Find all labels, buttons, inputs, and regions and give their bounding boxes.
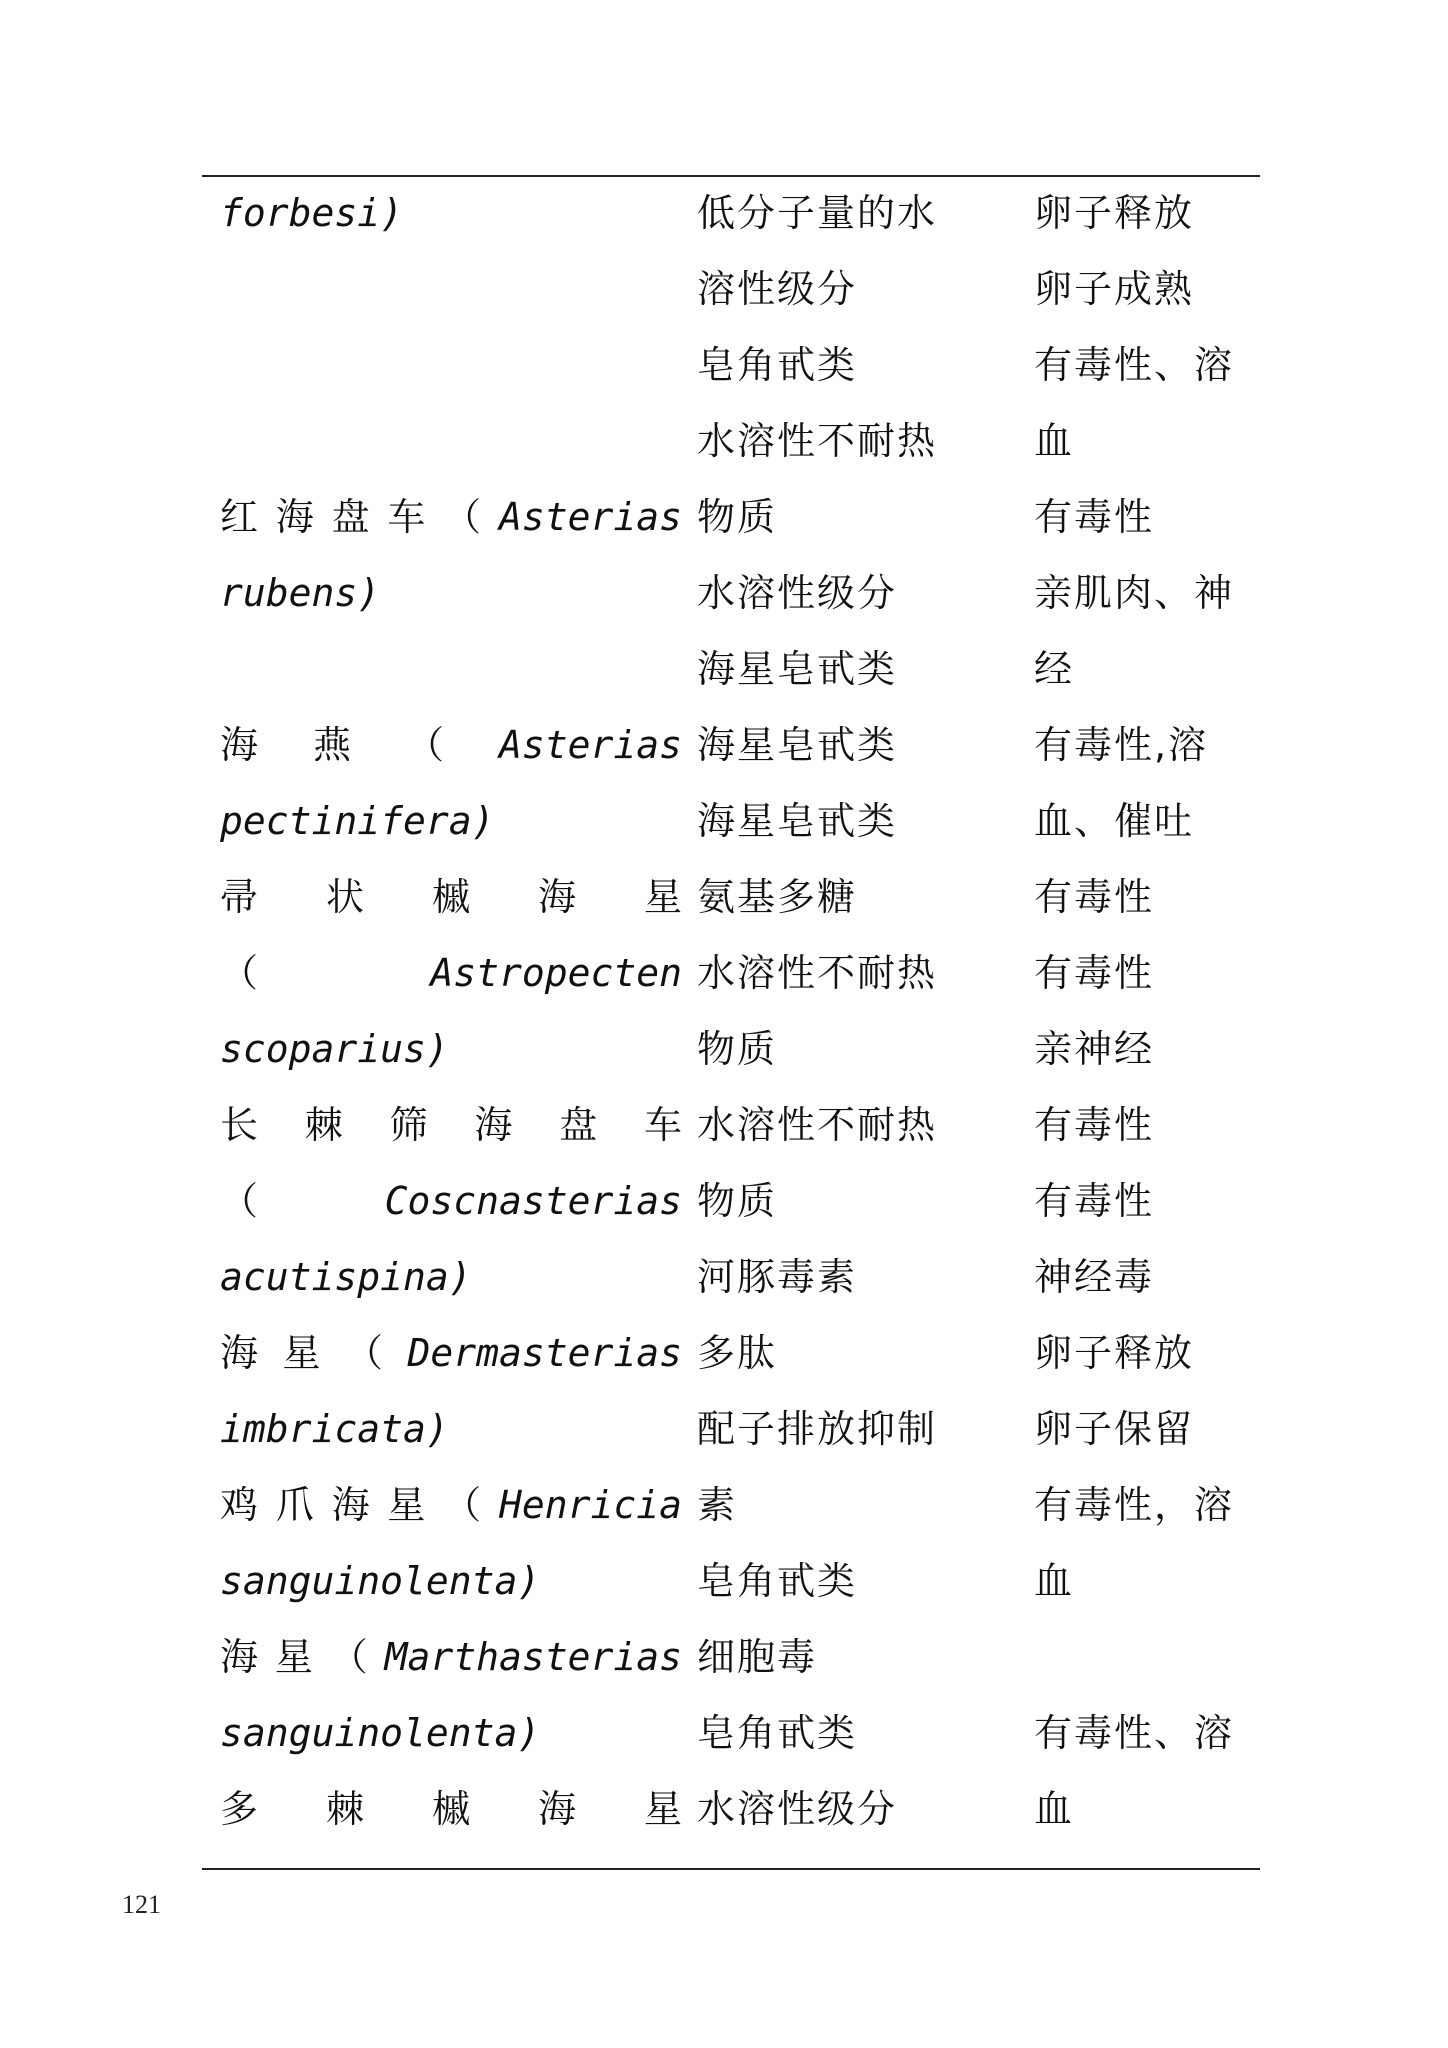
species-cell: 多 棘 槭 海 星 — [220, 1787, 682, 1831]
compound-cell: 物质 — [697, 1179, 778, 1223]
table-row — [202, 1087, 1260, 1163]
compound-cell: 水溶性级分 — [697, 1787, 898, 1831]
species-cell: 红海盘车（Asterias — [220, 495, 682, 539]
effect-cell: 卵子释放 — [1034, 191, 1195, 235]
species-cell: sanguinolenta) — [220, 1711, 541, 1755]
species-cell: 帚 状 槭 海 星 — [220, 875, 682, 919]
species-cell: 海 燕 （ Asterias — [220, 723, 682, 767]
table-row — [202, 403, 1260, 479]
table-row — [202, 935, 1260, 1011]
compound-cell: 海星皂甙类 — [697, 799, 898, 843]
species-cell — [220, 327, 682, 403]
species-cell: 海星（Marthasterias — [220, 1635, 682, 1679]
compound-cell: 皂角甙类 — [697, 1711, 858, 1755]
effect-cell: 卵子释放 — [1034, 1331, 1195, 1375]
species-cell — [220, 403, 682, 479]
table-row — [202, 631, 1260, 707]
species-cell: （ Coscnasterias — [220, 1179, 682, 1223]
species-cell: rubens) — [220, 571, 381, 615]
compound-cell: 素 — [697, 1483, 738, 1527]
compound-cell: 细胞毒 — [697, 1635, 818, 1679]
table-bottom-rule — [202, 1868, 1260, 1870]
effect-cell: 卵子成熟 — [1034, 267, 1195, 311]
effect-cell: 血 — [1034, 1559, 1075, 1603]
compound-cell: 水溶性不耐热 — [697, 951, 938, 995]
effect-cell: 有毒性 — [1034, 1103, 1155, 1147]
compound-cell: 多肽 — [697, 1331, 778, 1375]
table-row — [202, 327, 1260, 403]
table-row — [202, 1695, 1260, 1771]
effect-cell: 卵子保留 — [1034, 1407, 1195, 1451]
effect-cell: 经 — [1034, 647, 1075, 691]
effect-cell: 亲肌肉、神 — [1034, 571, 1235, 615]
effect-cell: 有毒性，溶 — [1034, 1483, 1235, 1527]
table-row — [202, 1239, 1260, 1315]
effect-cell: 有毒性,溶 — [1034, 723, 1209, 767]
table-row — [202, 251, 1260, 327]
table-row — [202, 555, 1260, 631]
table-row — [202, 859, 1260, 935]
table-row — [202, 783, 1260, 859]
compound-cell: 河豚毒素 — [697, 1255, 858, 1299]
page-number: 121 — [122, 1890, 161, 1919]
species-cell: （ Astropecten — [220, 951, 682, 995]
effect-cell: 亲神经 — [1034, 1027, 1155, 1071]
species-cell: 鸡爪海星（Henricia — [220, 1483, 682, 1527]
compound-cell: 皂角甙类 — [697, 1559, 858, 1603]
table-row — [202, 175, 1260, 251]
compound-cell: 海星皂甙类 — [697, 647, 898, 691]
table-row — [202, 1011, 1260, 1087]
species-cell: imbricata) — [220, 1407, 449, 1451]
effect-cell: 有毒性、溶 — [1034, 343, 1235, 387]
compound-cell: 配子排放抑制 — [697, 1407, 938, 1451]
effect-cell: 有毒性 — [1034, 951, 1155, 995]
table-row — [202, 707, 1260, 783]
compound-cell: 水溶性不耐热 — [697, 419, 938, 463]
table-row — [202, 1771, 1260, 1847]
species-cell: forbesi) — [220, 191, 404, 235]
species-cell — [220, 251, 682, 327]
table-row — [202, 1619, 1260, 1695]
compound-cell: 物质 — [697, 495, 778, 539]
table-row — [202, 479, 1260, 555]
species-cell: sanguinolenta) — [220, 1559, 541, 1603]
compound-cell: 物质 — [697, 1027, 778, 1071]
compound-cell: 海星皂甙类 — [697, 723, 898, 767]
compound-cell: 溶性级分 — [697, 267, 858, 311]
effect-cell — [1034, 1619, 1260, 1695]
compound-cell: 氨基多糖 — [697, 875, 858, 919]
species-cell: 长 棘 筛 海 盘 车 — [220, 1103, 682, 1147]
effect-cell: 有毒性 — [1034, 875, 1155, 919]
effect-cell: 有毒性 — [1034, 1179, 1155, 1223]
species-cell: pectinifera) — [220, 799, 495, 843]
effect-cell: 血 — [1034, 419, 1075, 463]
table-row — [202, 1315, 1260, 1391]
effect-cell: 血、催吐 — [1034, 799, 1195, 843]
species-cell: 海星（Dermasterias — [220, 1331, 682, 1375]
table-row — [202, 1391, 1260, 1467]
effect-cell: 血 — [1034, 1787, 1075, 1831]
species-cell: scoparius) — [220, 1027, 449, 1071]
effect-cell: 有毒性、溶 — [1034, 1711, 1235, 1755]
table-row — [202, 1163, 1260, 1239]
table-row — [202, 1543, 1260, 1619]
compound-cell: 水溶性不耐热 — [697, 1103, 938, 1147]
table-row — [202, 1467, 1260, 1543]
species-cell — [220, 631, 682, 707]
species-cell: acutispina) — [220, 1255, 472, 1299]
effect-cell: 有毒性 — [1034, 495, 1155, 539]
compound-cell: 水溶性级分 — [697, 571, 898, 615]
compound-cell: 皂角甙类 — [697, 343, 858, 387]
compound-cell: 低分子量的水 — [697, 191, 938, 235]
effect-cell: 神经毒 — [1034, 1255, 1155, 1299]
